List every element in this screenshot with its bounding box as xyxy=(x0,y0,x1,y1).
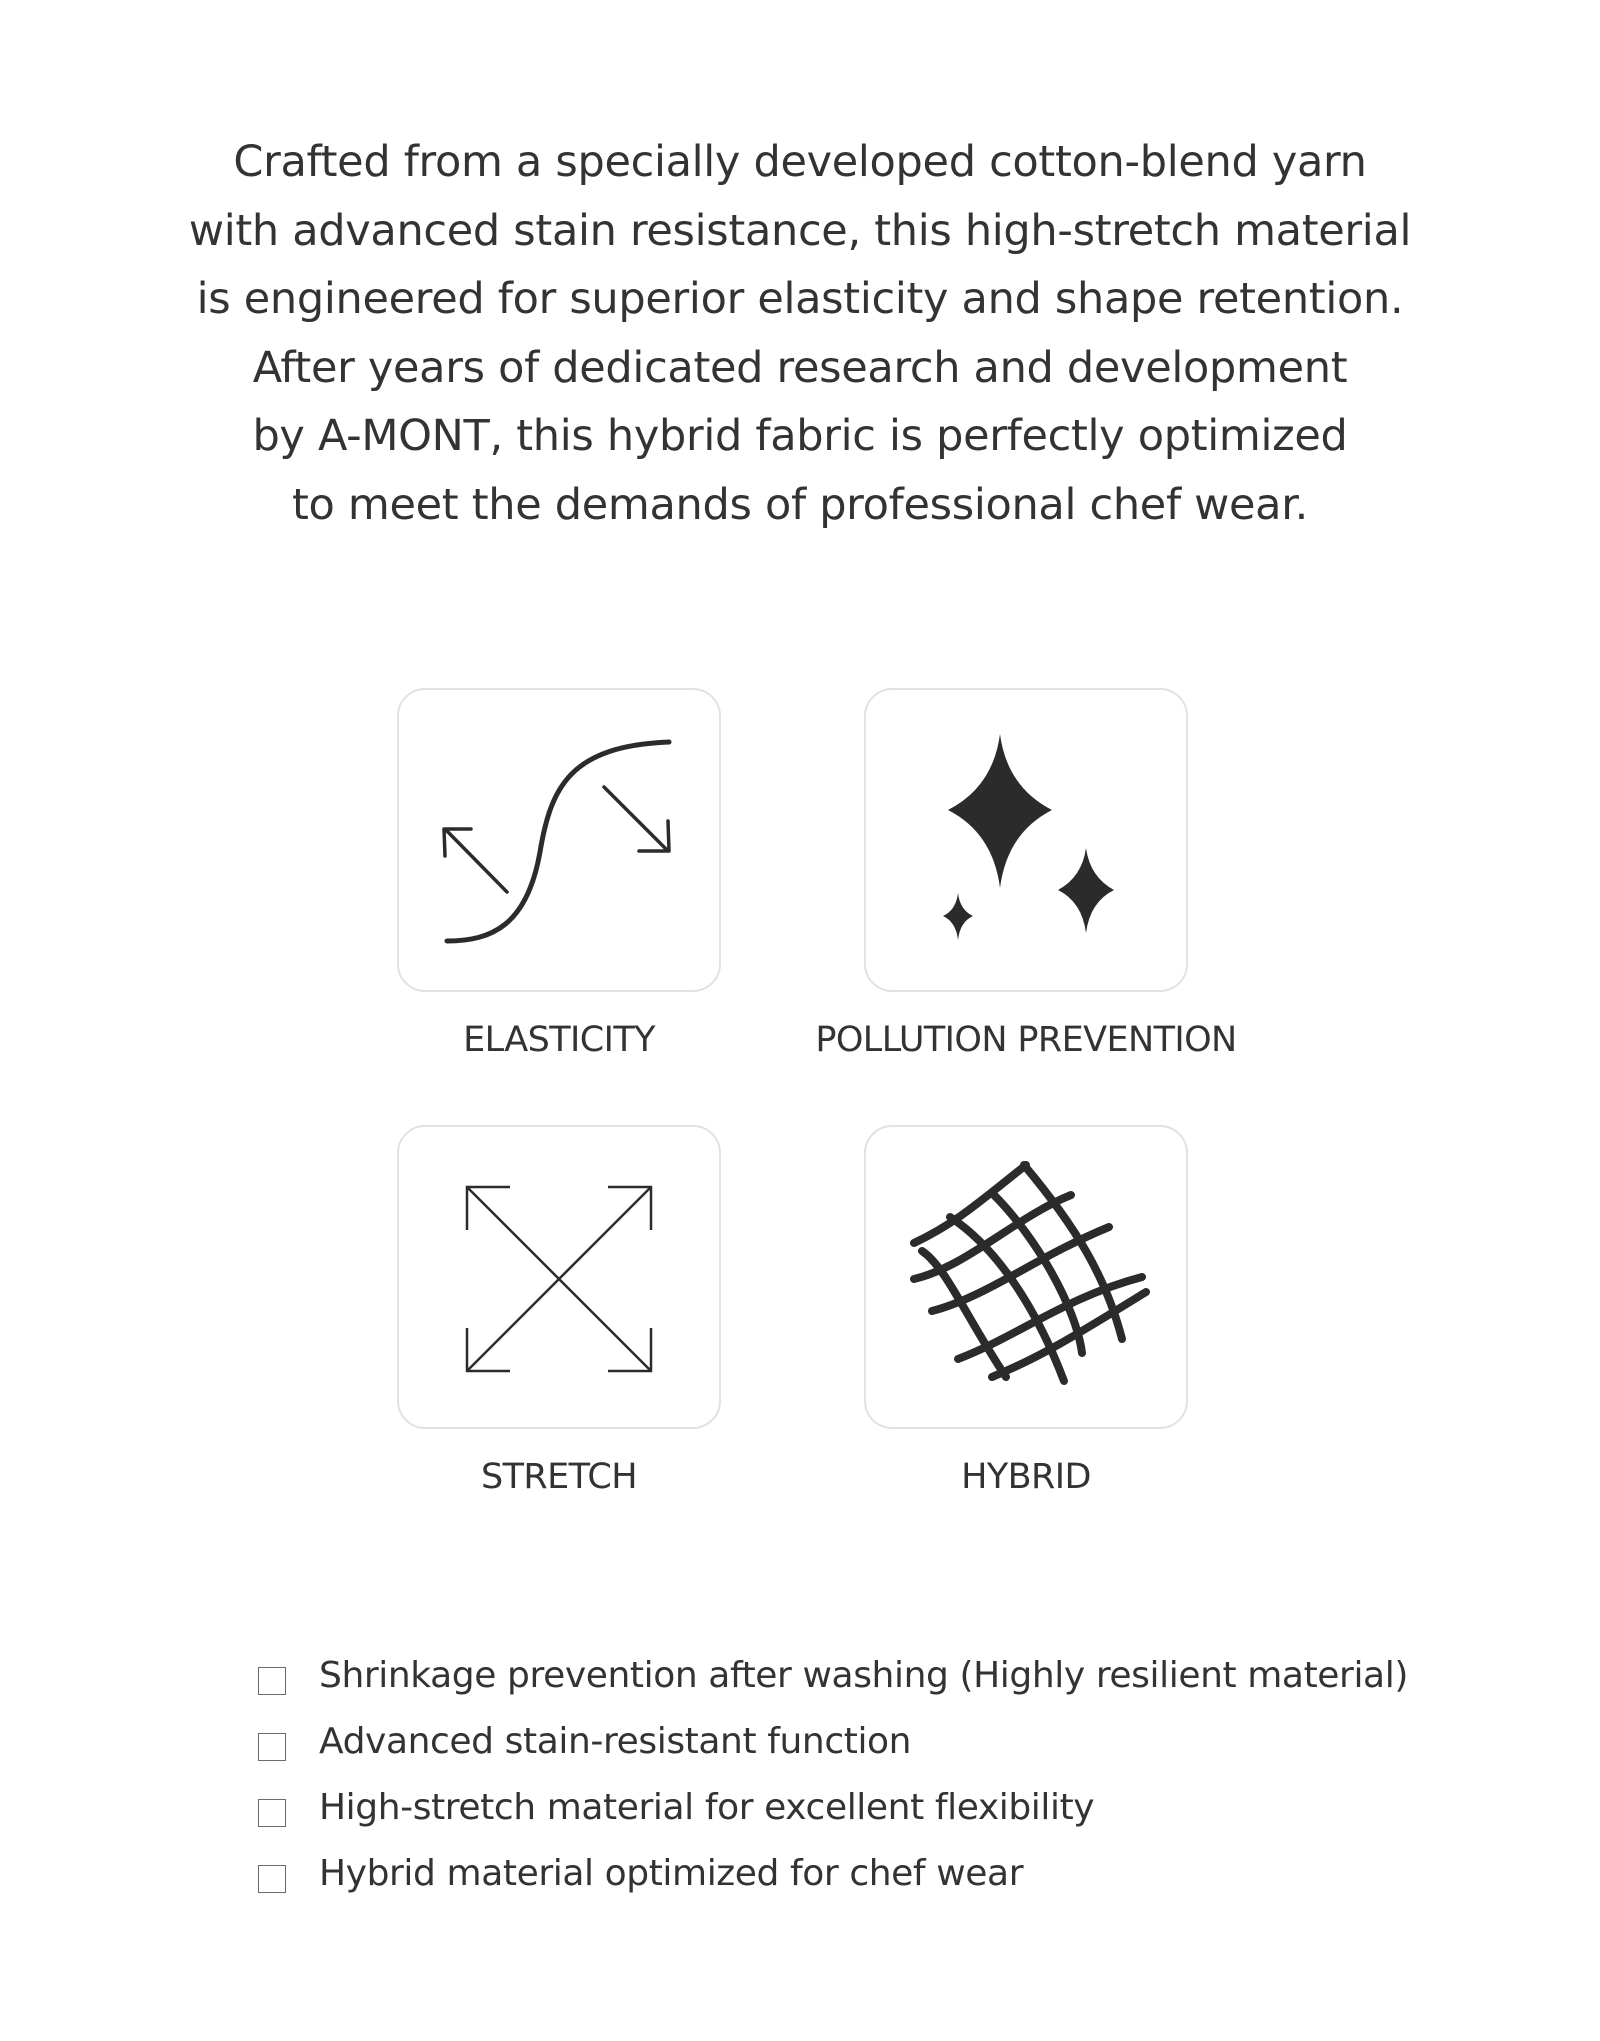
expand-arrows-icon xyxy=(399,1127,719,1427)
checklist-item-text: High-stretch material for excellent flexibility xyxy=(319,1787,1095,1828)
checkbox-square-icon xyxy=(258,1733,286,1761)
checklist-item-text: Shrinkage prevention after washing (Highly resilient material) xyxy=(319,1655,1408,1696)
feature-hybrid xyxy=(864,1125,1188,1497)
feature-elasticity xyxy=(397,688,721,1060)
feature-icon-box xyxy=(397,688,721,992)
feature-pollution-prevention xyxy=(815,688,1237,1060)
elasticity-icon xyxy=(399,690,719,990)
description-line: to meet the demands of professional chef wear. xyxy=(291,479,1309,530)
feature-icon-box xyxy=(864,688,1188,992)
feature-label: ELASTICITY xyxy=(463,1020,655,1060)
product-description xyxy=(0,128,1600,539)
description-line: Crafted from a specially developed cotton-blend yarn xyxy=(233,137,1367,187)
feature-label: HYBRID xyxy=(961,1457,1091,1497)
feature-icon-box xyxy=(397,1125,721,1429)
checkbox-square-icon xyxy=(258,1865,286,1893)
description-line: is engineered for superior elasticity and shape retention. xyxy=(196,274,1404,324)
description-line: After years of dedicated research and development xyxy=(252,342,1348,393)
checkbox-square-icon xyxy=(258,1667,286,1695)
feature-label: POLLUTION PREVENTION xyxy=(815,1020,1237,1060)
description-line: with advanced stain resistance, this high-stretch material xyxy=(188,205,1412,256)
woven-grid-icon xyxy=(866,1127,1186,1427)
feature-stretch xyxy=(397,1125,721,1497)
checklist-item-text: Advanced stain-resistant function xyxy=(319,1721,912,1762)
feature-icon-box xyxy=(864,1125,1188,1429)
checklist-item-text: Hybrid material optimized for chef wear xyxy=(319,1853,1024,1894)
feature-label: STRETCH xyxy=(481,1457,637,1497)
checkbox-square-icon xyxy=(258,1799,286,1827)
description-line: by A-MONT, this hybrid fabric is perfectly optimized xyxy=(252,411,1348,461)
sparkles-icon xyxy=(866,690,1186,990)
